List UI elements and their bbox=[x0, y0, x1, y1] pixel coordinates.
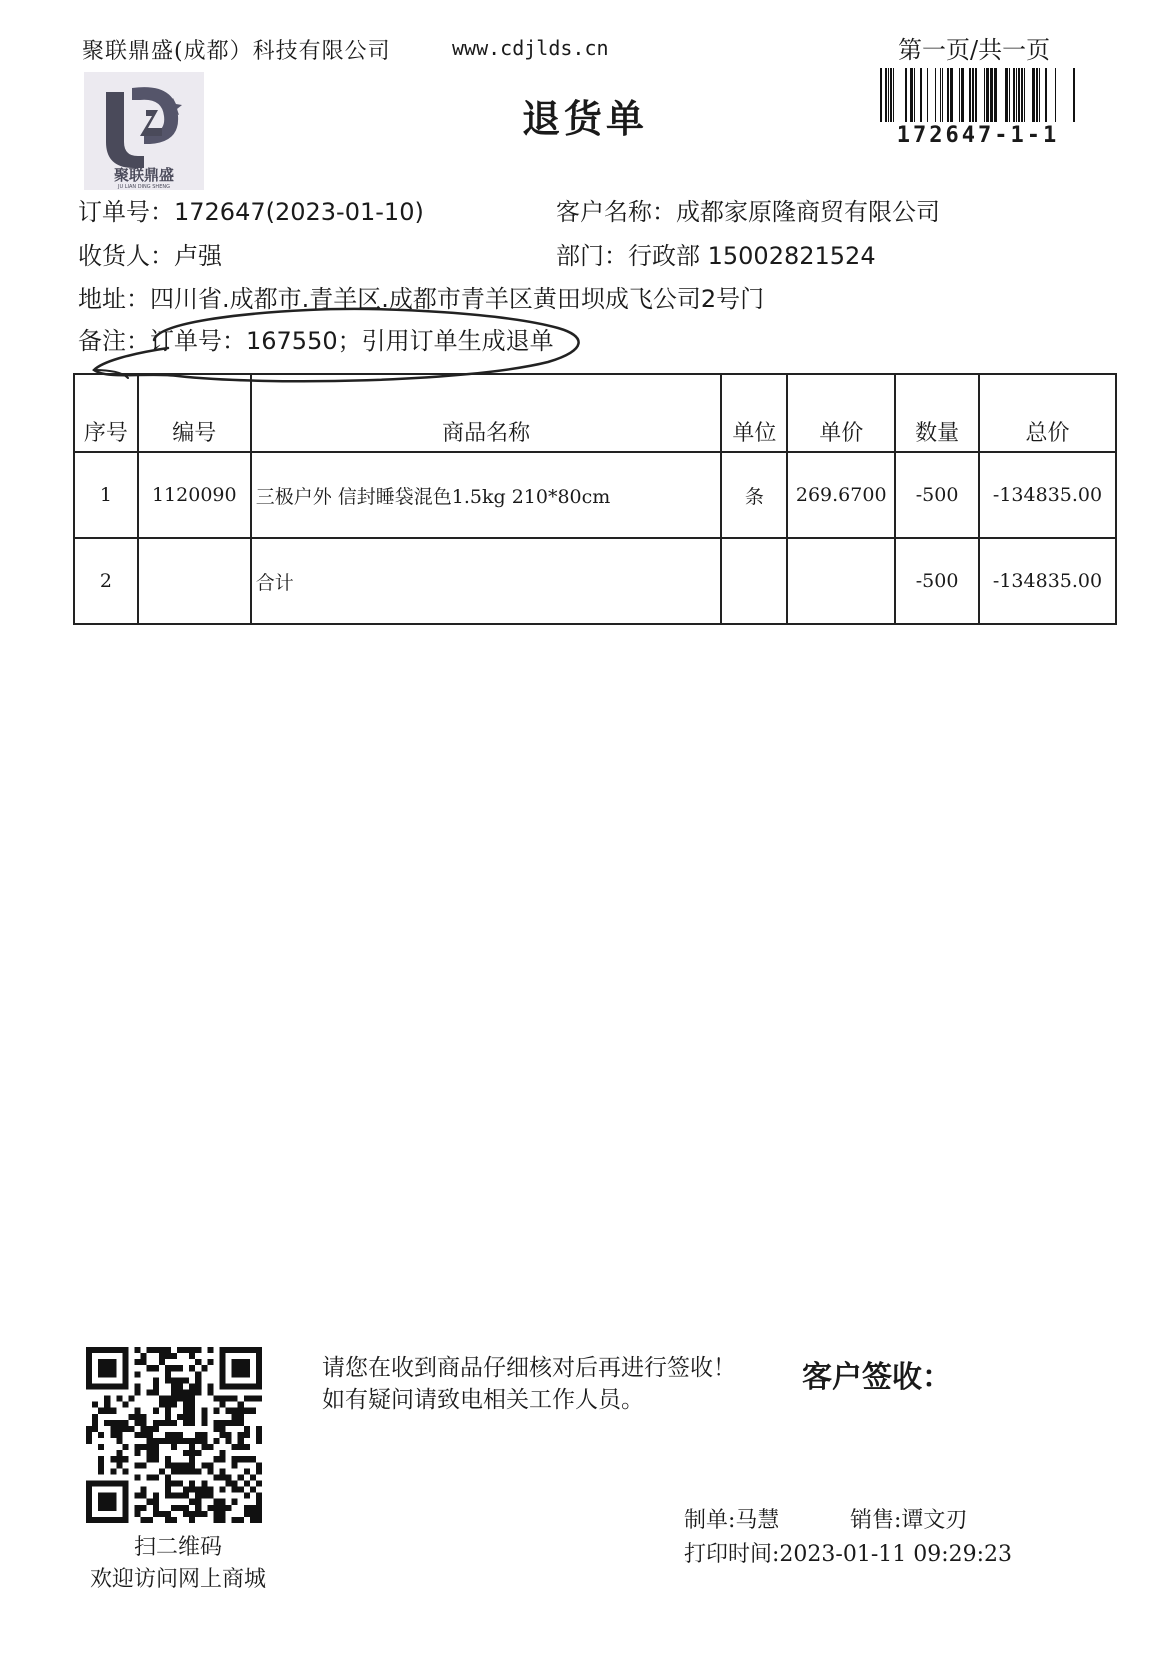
salesperson: 销售:谭文刃 bbox=[850, 1508, 968, 1533]
col-header-total: 总价 bbox=[979, 374, 1116, 452]
barcode-number: 172647-1-1 bbox=[896, 123, 1060, 148]
cell-price bbox=[787, 538, 895, 624]
col-header-index: 序号 bbox=[74, 374, 138, 452]
cell-total: -134835.00 bbox=[979, 452, 1116, 538]
cell-index: 2 bbox=[74, 538, 138, 624]
cell-total: -134835.00 bbox=[979, 538, 1116, 624]
company-website: www.cdjlds.cn bbox=[452, 36, 609, 60]
cell-code: 1120090 bbox=[138, 452, 251, 538]
col-header-code: 编号 bbox=[138, 374, 251, 452]
company-name: 聚联鼎盛(成都）科技有限公司 bbox=[82, 39, 391, 64]
col-header-qty: 数量 bbox=[895, 374, 979, 452]
qr-caption-line-1: 扫二维码 bbox=[133, 1535, 222, 1560]
logo-subtext: JU LIAN DING SHENG bbox=[118, 184, 170, 190]
qr-caption bbox=[78, 1532, 278, 1596]
cell-index: 1 bbox=[74, 452, 138, 538]
receiver-field: 收货人：卢强 bbox=[78, 242, 222, 270]
receipt-notice: 请您在收到商品仔细核对后再进行签收！如有疑问请致电相关工作人员。 bbox=[322, 1355, 736, 1413]
cell-price: 269.6700 bbox=[787, 452, 895, 538]
col-header-price: 单价 bbox=[787, 374, 895, 452]
cell-qty: -500 bbox=[895, 538, 979, 624]
table-row bbox=[74, 538, 1116, 624]
items-table bbox=[73, 373, 1117, 625]
qr-caption-line-2: 欢迎访问网上商城 bbox=[89, 1567, 266, 1592]
cell-code bbox=[138, 538, 251, 624]
print-time: 打印时间:2023-01-11 09:29:23 bbox=[684, 1542, 1013, 1567]
table-header-row bbox=[74, 374, 1116, 452]
page-indicator: 第一页/共一页 bbox=[898, 36, 1051, 64]
remark-field: 备注：订单号：167550；引用订单生成退单 bbox=[78, 327, 554, 355]
order-number-field: 订单号：172647(2023-01-10) bbox=[78, 198, 424, 226]
cell-unit: 条 bbox=[721, 452, 787, 538]
cell-product: 三极户外 信封睡袋混色1.5kg 210*80cm bbox=[251, 452, 722, 538]
col-header-unit: 单位 bbox=[721, 374, 787, 452]
logo-text: 聚联鼎盛 bbox=[113, 166, 175, 184]
customer-name-field: 客户名称：成都家原隆商贸有限公司 bbox=[556, 198, 940, 226]
department-field: 部门：行政部 15002821524 bbox=[556, 242, 876, 270]
col-header-product: 商品名称 bbox=[251, 374, 722, 452]
customer-signature-label: 客户签收： bbox=[802, 1360, 952, 1395]
qr-code-icon[interactable] bbox=[86, 1347, 262, 1523]
document-title: 退货单 bbox=[521, 97, 648, 141]
barcode-icon bbox=[880, 68, 1076, 122]
cell-qty: -500 bbox=[895, 452, 979, 538]
document-maker: 制单:马慧 bbox=[684, 1508, 780, 1533]
cell-unit bbox=[721, 538, 787, 624]
table-row bbox=[74, 452, 1116, 538]
address-field: 地址：四川省.成都市.青羊区.成都市青羊区黄田坝成飞公司2号门 bbox=[78, 285, 765, 313]
cell-product: 合计 bbox=[251, 538, 722, 624]
